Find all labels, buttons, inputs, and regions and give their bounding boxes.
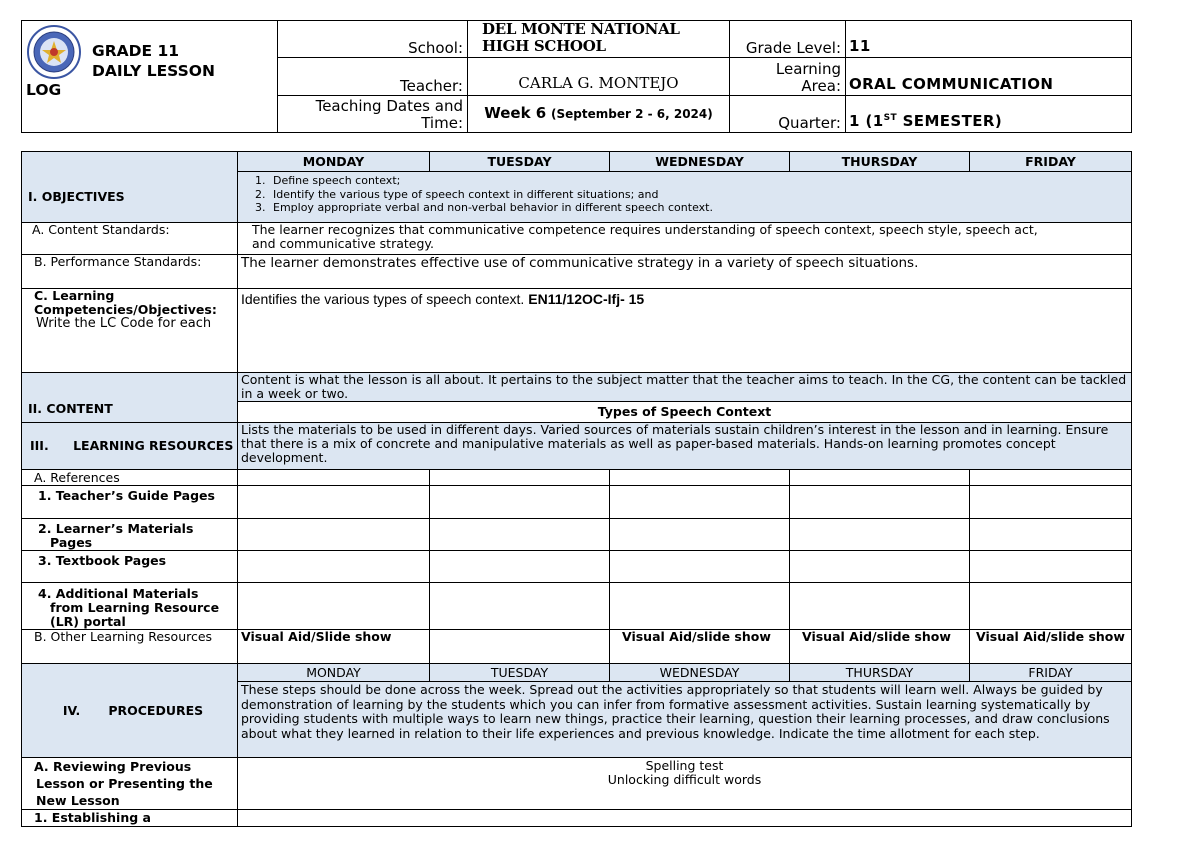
content-standards-label: A. Content Standards: [22, 223, 238, 255]
references-friday [970, 470, 1132, 486]
grade-level-value: 11 [846, 21, 1132, 58]
grade-level-label: Grade Level: [730, 21, 846, 58]
teacher-value: CARLA G. MONTEJO [468, 58, 730, 96]
lm-pages-label: 2. Learner’s Materials Pages [22, 519, 238, 551]
header-table [21, 20, 1132, 133]
reviewing-line-1: Spelling test [645, 758, 724, 773]
school-value: DEL MONTE NATIONAL HIGH SCHOOL [468, 21, 730, 58]
title-cell [22, 21, 278, 133]
objectives-row [22, 172, 1132, 223]
objective-item: 1. Define speech context; [269, 174, 1128, 188]
other-resources-monday: Visual Aid/Slide show [238, 630, 430, 664]
teaching-dates-value [468, 96, 730, 133]
references-tuesday [430, 470, 610, 486]
title-line-2: DAILY LESSON [92, 62, 215, 80]
resources-title: LEARNING RESOURCES [73, 438, 234, 453]
textbook-pages-tuesday [430, 551, 610, 583]
objective-item: 3. Employ appropriate verbal and non-verbal behavior in different speech context. [269, 201, 1128, 215]
procedures-title: PROCEDURES [108, 702, 204, 718]
references-row [22, 470, 1132, 486]
proc-day-friday: FRIDAY [970, 664, 1132, 682]
resources-description: Lists the materials to be used in different days. Varied sources of materials sustain children’s interest in the lesson and in learning. Ensure that there is a mix of concrete and manipulative materials as well as paper-based materials. Hands-on learning promotes concept development. [238, 423, 1132, 470]
tg-pages-wednesday [610, 486, 790, 519]
proc-day-thursday: THURSDAY [790, 664, 970, 682]
day-monday: MONDAY [238, 152, 430, 172]
competencies-code: EN11/12OC-Ifj- 15 [528, 291, 645, 307]
objective-item: 2. Identify the various type of speech context in different situations; and [269, 188, 1128, 202]
additional-materials-label: 4. Additional Materials from Learning Resource (LR) portal [22, 583, 238, 630]
reviewing-line-2: Unlocking difficult words [607, 772, 762, 787]
content-title: Types of Speech Context [238, 402, 1132, 423]
week-date-range: (September 2 - 6, 2024) [551, 107, 713, 121]
content-standards-text: The learner recognizes that communicative competence requires understanding of speech context, speech style, speech act, and communicative strategy. [238, 223, 1132, 255]
quarter-label: Quarter: [730, 96, 846, 133]
additional-materials-monday [238, 583, 430, 630]
quarter-superscript: ST [883, 113, 897, 123]
proc-day-tuesday: TUESDAY [430, 664, 610, 682]
additional-materials-wednesday [610, 583, 790, 630]
reviewing-label: A. Reviewing Previous Lesson or Presenting the New Lesson [22, 758, 238, 810]
quarter-semester: SEMESTER) [896, 112, 1003, 130]
lm-pages-tuesday [430, 519, 610, 551]
textbook-pages-row [22, 551, 1132, 583]
tg-pages-row [22, 486, 1132, 519]
resources-row [22, 423, 1132, 470]
reviewing-row [22, 758, 1132, 810]
proc-day-wednesday: WEDNESDAY [610, 664, 790, 682]
teacher-label: Teacher: [278, 58, 468, 96]
establishing-label: 1. Establishing a [22, 810, 238, 827]
tg-pages-monday [238, 486, 430, 519]
performance-standards-row [22, 255, 1132, 289]
competencies-row [22, 289, 1132, 373]
additional-materials-tuesday [430, 583, 610, 630]
tg-pages-tuesday [430, 486, 610, 519]
day-thursday: THURSDAY [790, 152, 970, 172]
quarter-number: 1 (1 [849, 112, 884, 130]
title-line-1: GRADE 11 [92, 42, 180, 60]
textbook-pages-wednesday [610, 551, 790, 583]
deped-seal-icon [26, 24, 82, 80]
procedures-day-header-row [22, 664, 1132, 682]
lm-pages-row [22, 519, 1132, 551]
proc-day-monday: MONDAY [238, 664, 430, 682]
day-wednesday: WEDNESDAY [610, 152, 790, 172]
day-header-row [22, 152, 1132, 172]
lm-pages-thursday [790, 519, 970, 551]
procedures-label [22, 664, 238, 758]
learning-area-value: ORAL COMMUNICATION [846, 58, 1132, 96]
lm-pages-monday [238, 519, 430, 551]
tg-pages-thursday [790, 486, 970, 519]
objectives-list [241, 174, 1128, 215]
textbook-pages-monday [238, 551, 430, 583]
procedures-numeral: IV. [62, 702, 81, 718]
other-resources-thursday: Visual Aid/slide show [790, 630, 970, 664]
week-number: Week 6 [484, 104, 547, 122]
textbook-pages-friday [970, 551, 1132, 583]
lesson-log-table [21, 151, 1132, 827]
competencies-cell [22, 289, 238, 373]
title-line-3: LOG [26, 81, 62, 99]
header-spacer [22, 152, 238, 172]
competencies-sublabel: Write the LC Code for each [36, 316, 212, 331]
content-description: Content is what the lesson is all about. It pertains to the subject matter that the teacher aims to teach. In the CG, the content can be tackled in a week or two. [238, 373, 1132, 402]
content-label: II. CONTENT [22, 373, 238, 423]
additional-materials-row [22, 583, 1132, 630]
content-standards-row [22, 223, 1132, 255]
lm-pages-wednesday [610, 519, 790, 551]
establishing-cell [238, 810, 1132, 827]
quarter-value [846, 96, 1132, 133]
references-wednesday [610, 470, 790, 486]
objectives-cell [238, 172, 1132, 223]
resources-numeral: III. [30, 438, 49, 453]
tg-pages-label: 1. Teacher’s Guide Pages [22, 486, 238, 519]
tg-pages-friday [970, 486, 1132, 519]
performance-standards-label: B. Performance Standards: [22, 255, 238, 289]
other-resources-tuesday [430, 630, 610, 664]
references-label: A. References [22, 470, 238, 486]
other-resources-label: B. Other Learning Resources [22, 630, 238, 664]
establishing-row [22, 810, 1132, 827]
references-thursday [790, 470, 970, 486]
day-friday: FRIDAY [970, 152, 1132, 172]
additional-materials-friday [970, 583, 1132, 630]
procedures-description: These steps should be done across the week. Spread out the activities appropriately so that students will learn well. Always be guided by demonstration of learning by the students which you can infer from formative assessment activities. Sustain learning systematically by providing students with multiple ways to learn new things, practice their learning, question their learning processes, and draw conclusions about what they learned in relation to their life experiences and previous knowledge. Indicate the time allotment for each step. [238, 682, 1132, 758]
log-title [92, 41, 215, 81]
additional-materials-thursday [790, 583, 970, 630]
lm-pages-friday [970, 519, 1132, 551]
reviewing-cell [238, 758, 1132, 810]
objectives-label: I. OBJECTIVES [22, 172, 238, 223]
resources-label [22, 423, 238, 470]
teaching-dates-label: Teaching Dates and Time: [278, 96, 468, 133]
content-description-row [22, 373, 1132, 402]
competencies-text-cell [238, 289, 1132, 373]
performance-standards-text: The learner demonstrates effective use of communicative strategy in a variety of speech situations. [238, 255, 1132, 289]
textbook-pages-label: 3. Textbook Pages [22, 551, 238, 583]
competencies-label: C. Learning Competencies/Objectives: [34, 288, 217, 317]
other-resources-row [22, 630, 1132, 664]
textbook-pages-thursday [790, 551, 970, 583]
other-resources-friday: Visual Aid/slide show [970, 630, 1132, 664]
references-monday [238, 470, 430, 486]
school-label: School: [278, 21, 468, 58]
other-resources-wednesday: Visual Aid/slide show [610, 630, 790, 664]
learning-area-label: Learning Area: [730, 58, 846, 96]
day-tuesday: TUESDAY [430, 152, 610, 172]
competencies-text: Identifies the various types of speech context. [241, 291, 525, 307]
